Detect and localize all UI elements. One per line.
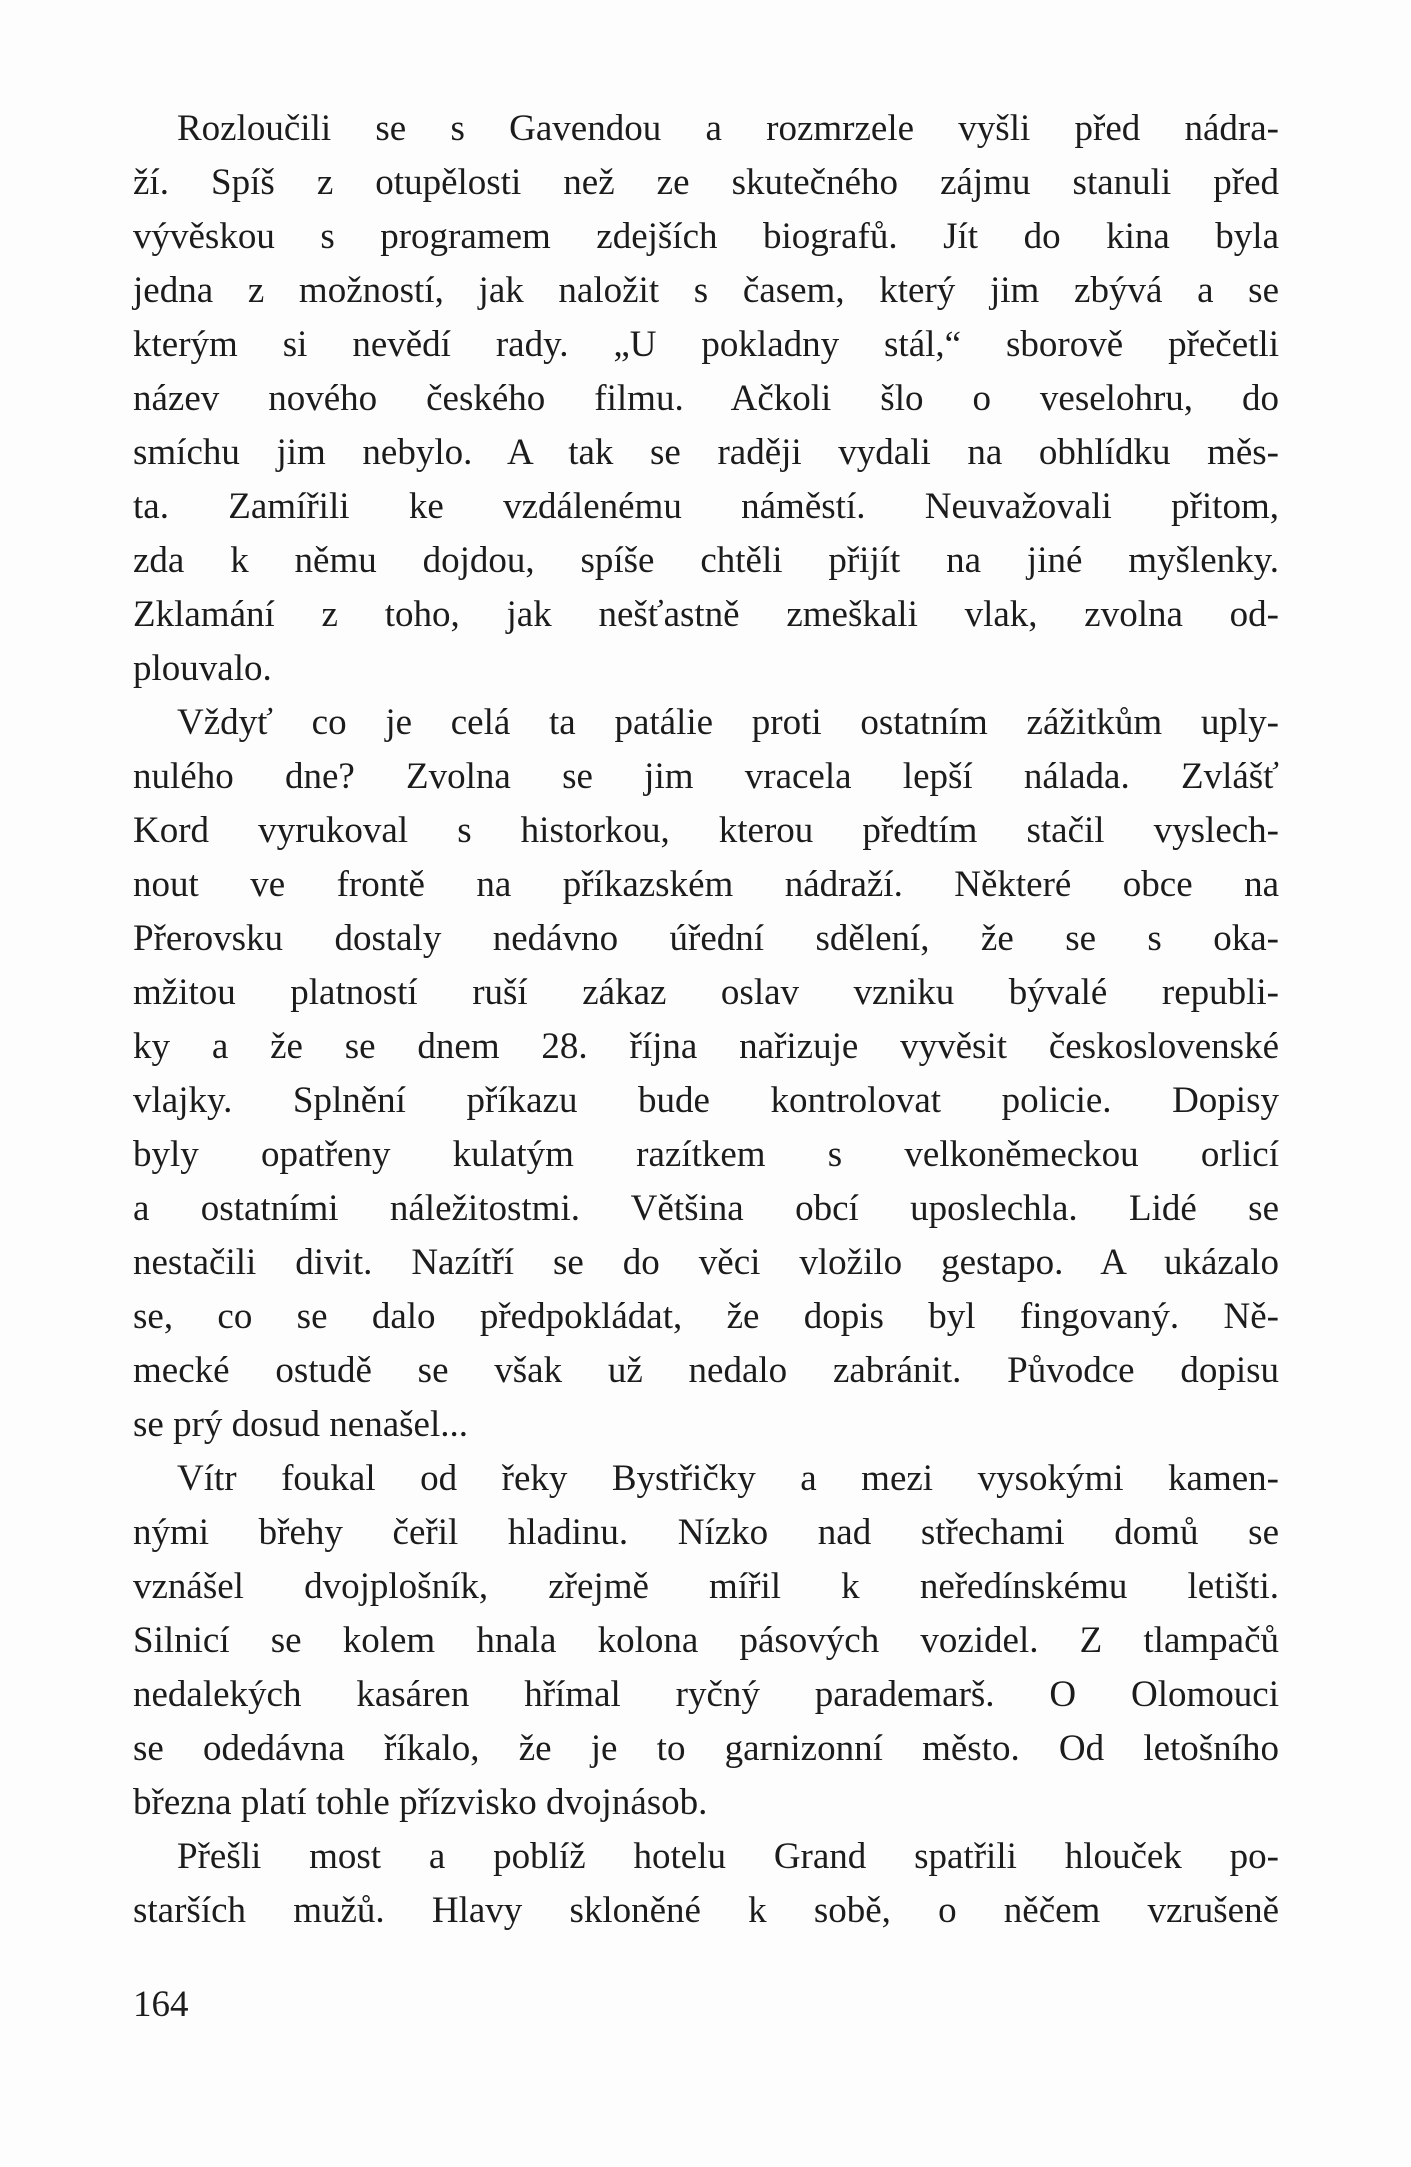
page-text: [133, 102, 1279, 1938]
text-line: ky a že se dnem 28. října nařizuje vyvěsit československé: [133, 1026, 1279, 1067]
text-line: jedna z možností, jak naložit s časem, který jim zbývá a se: [133, 270, 1279, 311]
text-line: plouvalo.: [133, 648, 272, 689]
text-line: a ostatními náležitostmi. Většina obcí uposlechla. Lidé se: [133, 1188, 1279, 1229]
text-line: nulého dne? Zvolna se jim vracela lepší nálada. Zvlášť: [133, 756, 1279, 797]
paragraph: [133, 1452, 1279, 1830]
text-line: nými břehy čeřil hladinu. Nízko nad střechami domů se: [133, 1512, 1279, 1553]
text-line: zda k němu dojdou, spíše chtěli přijít na jiné myšlenky.: [133, 540, 1279, 581]
text-line: název nového českého filmu. Ačkoli šlo o veselohru, do: [133, 378, 1279, 419]
text-line: vývěskou s programem zdejších biografů. Jít do kina byla: [133, 216, 1279, 257]
paragraph: [133, 696, 1279, 1452]
text-line: starších mužů. Hlavy skloněné k sobě, o něčem vzrušeně: [133, 1890, 1279, 1931]
text-line: smíchu jim nebylo. A tak se raději vydali na obhlídku měs-: [133, 432, 1279, 473]
page-number: 164: [133, 1984, 189, 2025]
text-line: Vítr foukal od řeky Bystřičky a mezi vysokými kamen-: [177, 1458, 1279, 1499]
text-line: mžitou platností ruší zákaz oslav vzniku bývalé republi-: [133, 972, 1279, 1013]
paragraph: [133, 102, 1279, 696]
text-line: se odedávna říkalo, že je to garnizonní město. Od letošního: [133, 1728, 1279, 1769]
text-line: se prý dosud nenašel...: [133, 1404, 468, 1445]
text-line: Silnicí se kolem hnala kolona pásových vozidel. Z tlampačů: [133, 1620, 1279, 1661]
text-line: mecké ostudě se však už nedalo zabránit. Původce dopisu: [133, 1350, 1279, 1391]
text-line: března platí tohle přízvisko dvojnásob.: [133, 1782, 708, 1823]
text-line: vlajky. Splnění příkazu bude kontrolovat policie. Dopisy: [133, 1080, 1279, 1121]
text-line: nestačili divit. Nazítří se do věci vložilo gestapo. A ukázalo: [133, 1242, 1279, 1283]
text-line: Zklamání z toho, jak nešťastně zmeškali vlak, zvolna od-: [133, 594, 1279, 635]
text-line: ží. Spíš z otupělosti než ze skutečného zájmu stanuli před: [133, 162, 1279, 203]
text-line: kterým si nevědí rady. „U pokladny stál,“ sborově přečetli: [133, 324, 1279, 365]
text-line: Přešli most a poblíž hotelu Grand spatřili hlouček po-: [177, 1836, 1279, 1877]
text-line: vznášel dvojplošník, zřejmě mířil k neředínskému letišti.: [133, 1566, 1279, 1607]
text-line: nedalekých kasáren hřímal ryčný parademarš. O Olomouci: [133, 1674, 1279, 1715]
text-line: Vždyť co je celá ta patálie proti ostatním zážitkům uply-: [177, 702, 1279, 743]
text-line: nout ve frontě na příkazském nádraží. Některé obce na: [133, 864, 1279, 905]
text-line: Přerovsku dostaly nedávno úřední sdělení, že se s oka-: [133, 918, 1279, 959]
text-line: se, co se dalo předpokládat, že dopis byl fingovaný. Ně-: [133, 1296, 1279, 1337]
text-line: ta. Zamířili ke vzdálenému náměstí. Neuvažovali přitom,: [133, 486, 1279, 527]
paragraph: [133, 1830, 1279, 1938]
text-line: Rozloučili se s Gavendou a rozmrzele vyšli před nádra-: [177, 108, 1279, 149]
text-line: Kord vyrukoval s historkou, kterou předtím stačil vyslech-: [133, 810, 1279, 851]
text-line: byly opatřeny kulatým razítkem s velkoněmeckou orlicí: [133, 1134, 1279, 1175]
